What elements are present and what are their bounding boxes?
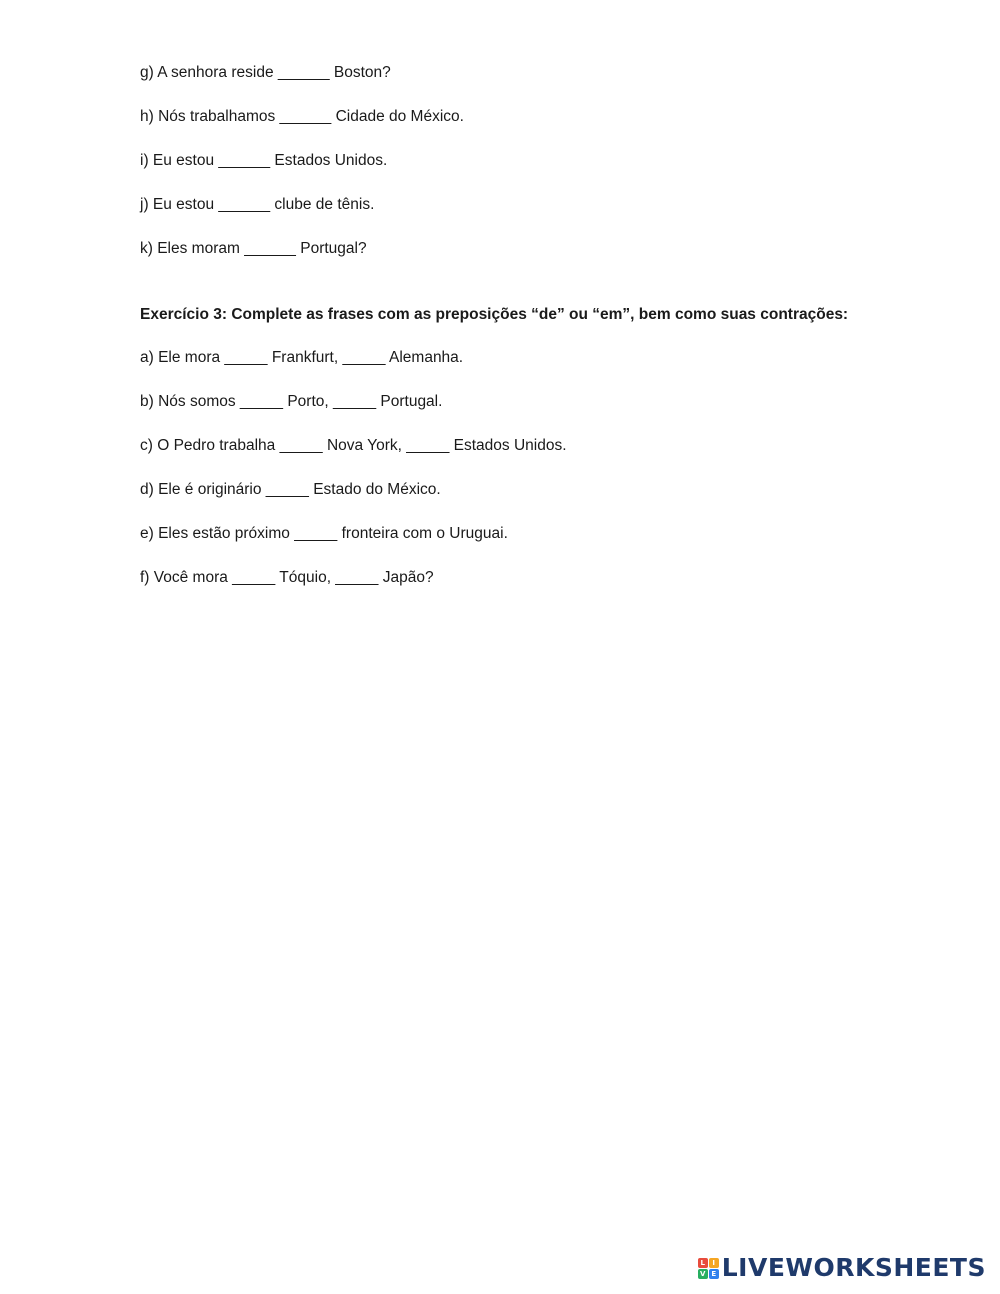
logo-tile-e: E [709,1269,719,1279]
exercise3-item-a: a) Ele mora _____ Frankfurt, _____ Alemanha. [140,349,464,366]
exercise2-item-h: h) Nós trabalhamos ______ Cidade do México. [140,108,464,125]
exercise2-item-i: i) Eu estou ______ Estados Unidos. [140,152,388,169]
exercise3-heading: Exercício 3: Complete as frases com as preposições “de” ou “em”, bem como suas contrações: [140,306,849,323]
exercise2-item-j: j) Eu estou ______ clube de tênis. [140,196,375,213]
exercise2-item-k: k) Eles moram ______ Portugal? [140,240,367,257]
exercise3-item-c: c) O Pedro trabalha _____ Nova York, _____ Estados Unidos. [140,437,567,454]
exercise3-item-b: b) Nós somos _____ Porto, _____ Portugal. [140,393,443,410]
logo-tile-v: V [698,1269,708,1279]
exercise3-item-e: e) Eles estão próximo _____ fronteira com o Uruguai. [140,525,508,542]
liveworksheets-logo-icon [698,1258,719,1279]
brand-name: LIVEWORKSHEETS [721,1253,986,1282]
exercise3-item-f: f) Você mora _____ Tóquio, _____ Japão? [140,569,434,586]
logo-tile-l: L [698,1258,708,1268]
logo-tile-i: I [709,1258,719,1268]
exercise3-item-d: d) Ele é originário _____ Estado do México. [140,481,441,498]
exercise2-item-g: g) A senhora reside ______ Boston? [140,64,391,81]
liveworksheets-logo [698,1254,986,1282]
